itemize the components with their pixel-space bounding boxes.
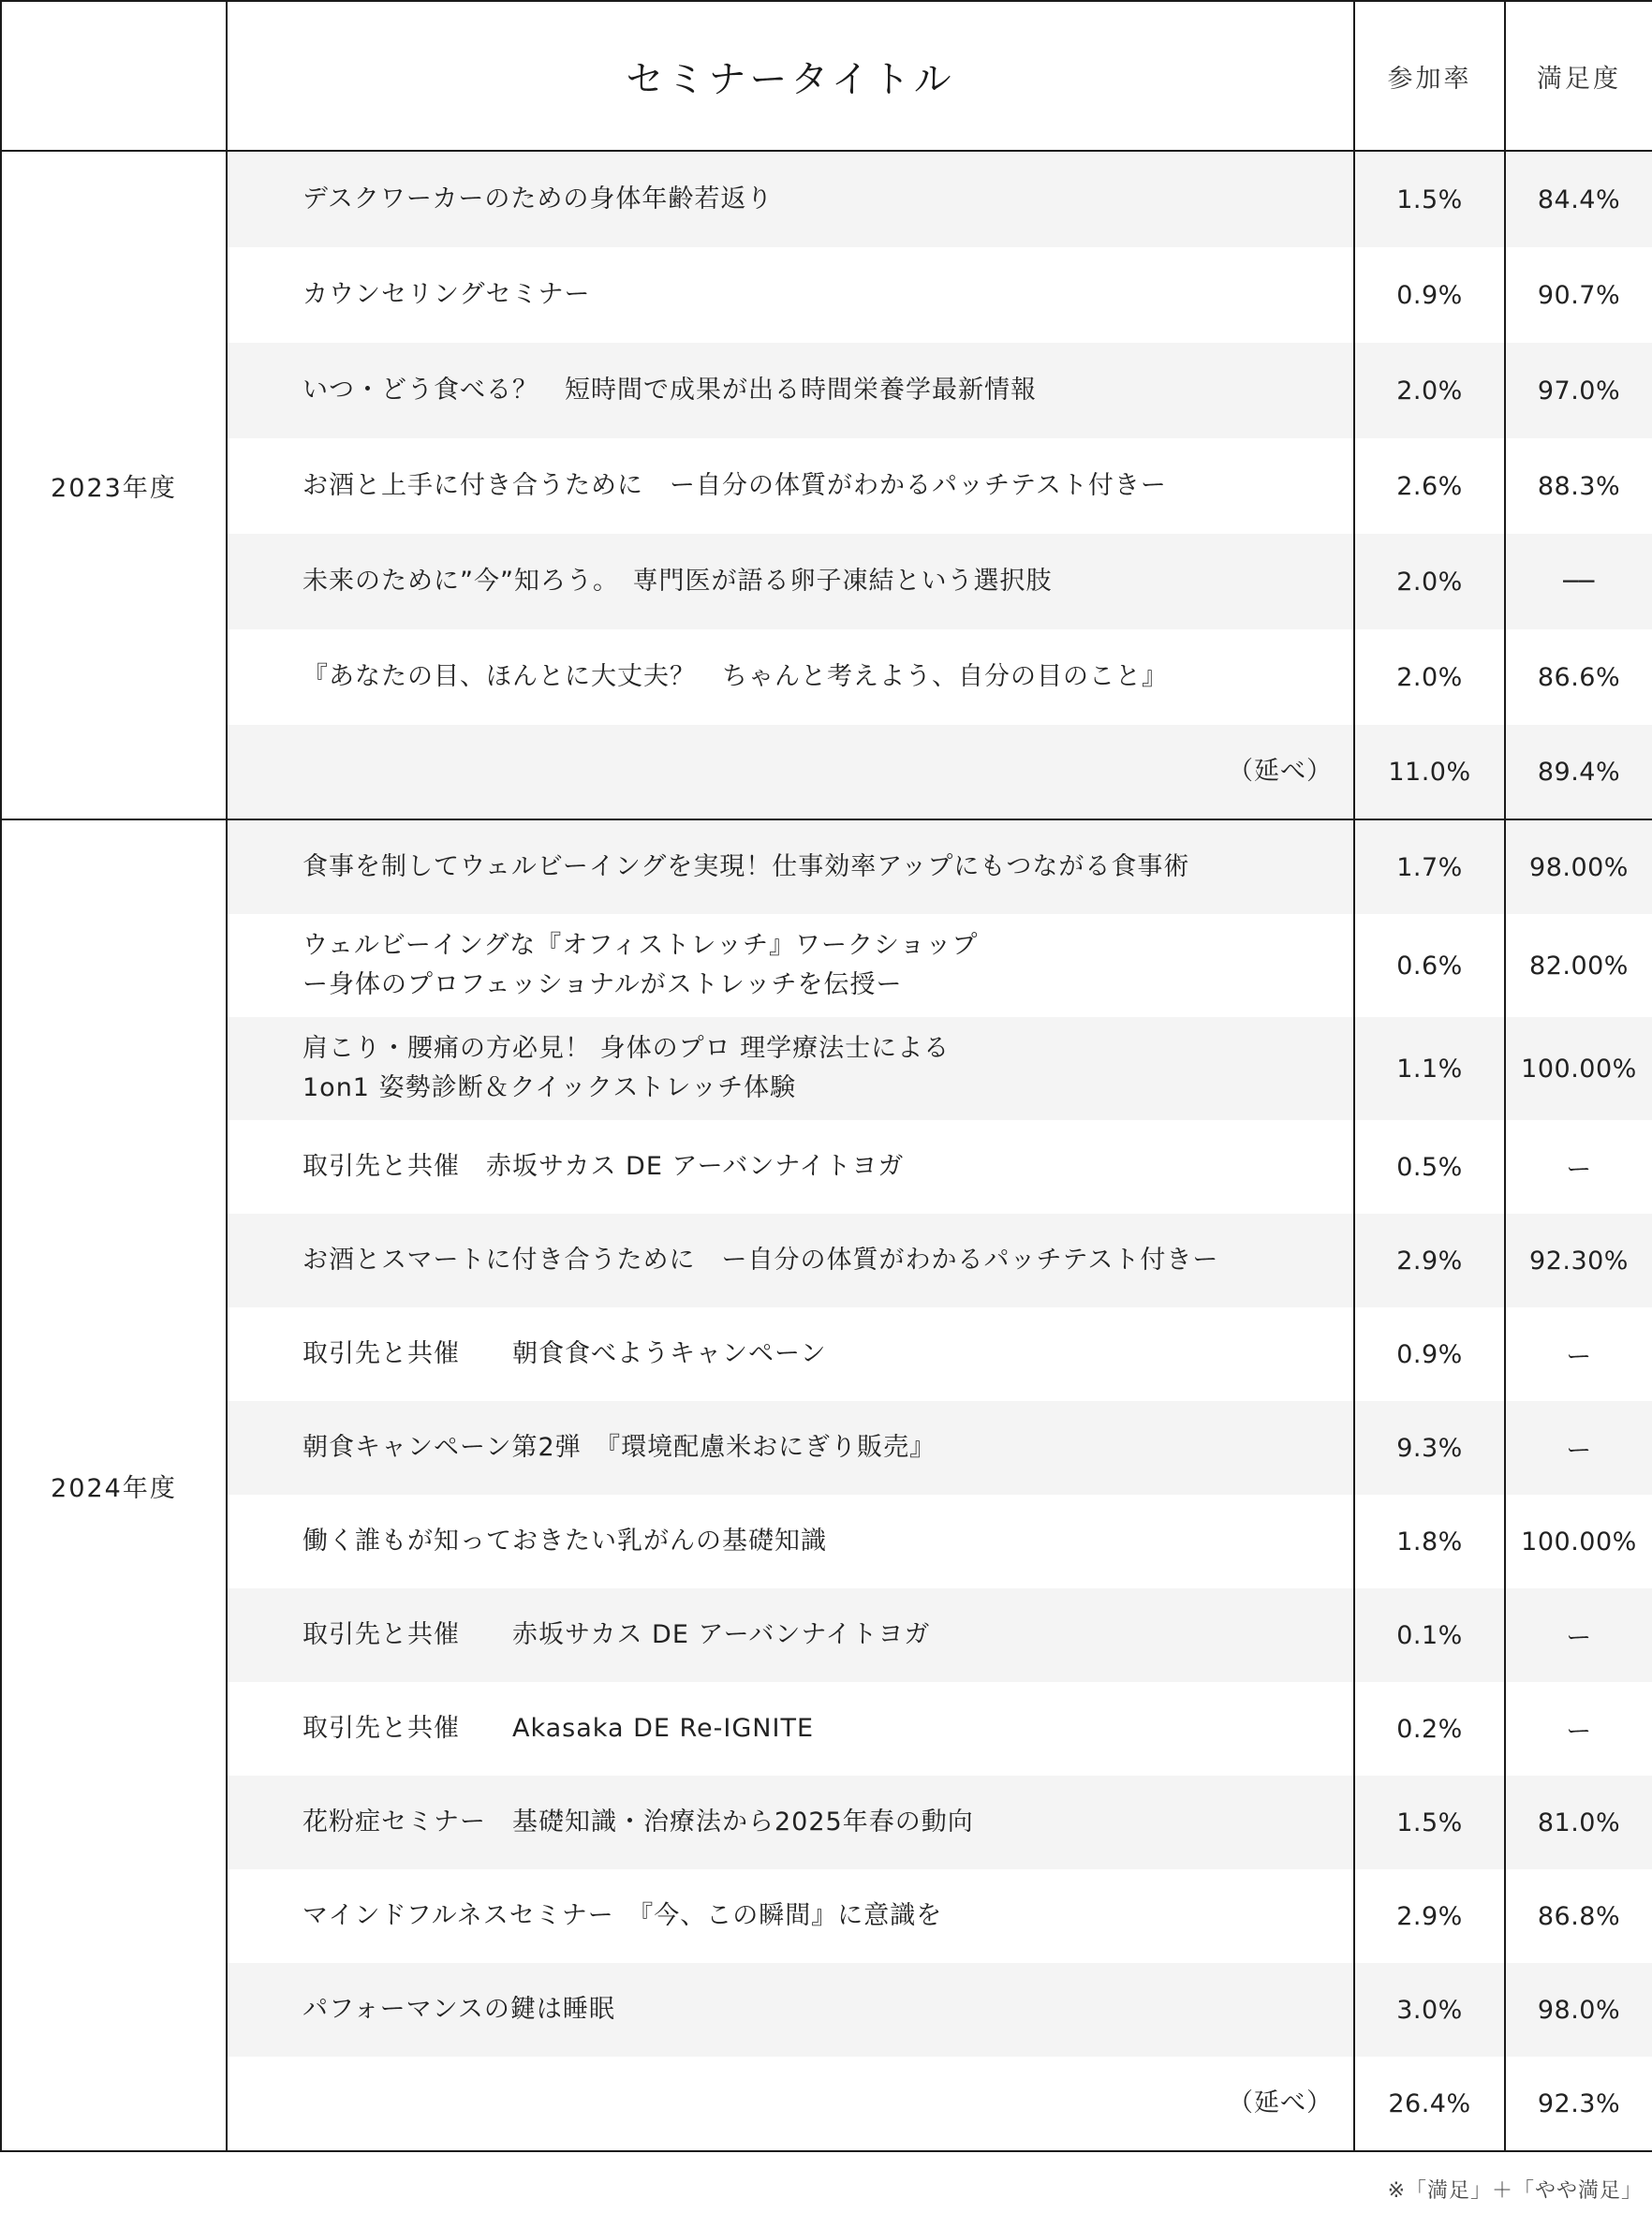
satisfaction-cell (1506, 152, 1652, 247)
participation-rate-value: 0.6% (1396, 951, 1463, 981)
header-satisfaction: 満足度 (1505, 1, 1652, 151)
participation-rate-cell (1355, 534, 1504, 629)
satisfaction-cell (1506, 820, 1652, 914)
seminar-title-cell (228, 1588, 1353, 1682)
satisfaction-value: 82.00% (1529, 951, 1629, 981)
seminar-title: お酒と上手に付き合うために ー自分の体質がわかるパッチテスト付きー (302, 471, 1167, 500)
total-label: （延べ） (1228, 2088, 1333, 2117)
participation-rate-cell (1355, 914, 1504, 1017)
participation-rate-cell (1355, 1401, 1504, 1495)
seminar-title: 食事を制してウェルビーイングを実現！仕事効率アップにもつながる食事術 (302, 852, 1190, 881)
participation-rate-cell (1355, 247, 1504, 343)
satisfaction-value: ー (1566, 1342, 1592, 1372)
participation-rate-cell (1355, 152, 1504, 247)
seminar-title-cell (228, 914, 1353, 1017)
seminar-title: 花粉症セミナー 基礎知識・治療法から2025年春の動向 (302, 1807, 974, 1837)
participation-rate-cell (1355, 1017, 1504, 1120)
seminar-title: カウンセリングセミナー (302, 280, 591, 309)
participation-rate-value: 11.0% (1388, 757, 1471, 787)
satisfaction-value: 97.0% (1537, 376, 1621, 406)
participation-rate-value: 9.3% (1396, 1433, 1463, 1463)
participation-rate-value: 3.0% (1396, 1995, 1463, 2025)
satisfaction-cell (1506, 2057, 1652, 2150)
participation-rate-cell (1355, 1682, 1504, 1776)
satisfaction-cell (1506, 1495, 1652, 1588)
seminar-title: いつ・どう食べる？ 短時間で成果が出る時間栄養学最新情報 (302, 376, 1037, 405)
satisfaction-cell (1506, 438, 1652, 534)
participation-rate-value: 0.5% (1396, 1152, 1463, 1182)
satisfaction-value: 98.00% (1529, 852, 1629, 882)
seminar-title: 取引先と共催 赤坂サカス DE アーバンナイトヨガ (302, 1152, 905, 1181)
satisfaction-cell (1506, 1963, 1652, 2057)
footnote: ※「満足」＋「やや満足」 (1387, 2179, 1643, 2203)
satisfaction-cell (1506, 1307, 1652, 1401)
seminar-title-cell (228, 534, 1353, 629)
seminar-title-cell (228, 1017, 1353, 1120)
satisfaction-cell (1506, 725, 1652, 819)
seminar-title: 肩こり・腰痛の方必見！ 身体のプロ 理学療法士による 1on1 姿勢診断＆クイックストレッチ体験 (302, 1034, 951, 1102)
seminar-title-cell (228, 1214, 1353, 1307)
seminar-title-cell (228, 1776, 1353, 1869)
total-row-label (228, 725, 1353, 819)
satisfaction-value: 100.00% (1521, 1527, 1637, 1557)
seminar-title-cell (228, 1963, 1353, 2057)
participation-rate-cell (1355, 1776, 1504, 1869)
participation-rate-value: 0.1% (1396, 1620, 1463, 1650)
satisfaction-value: ー (1566, 1717, 1592, 1747)
participation-rate-value: 0.9% (1396, 1339, 1463, 1369)
seminar-title: 取引先と共催 朝食食べようキャンペーン (302, 1339, 827, 1368)
participation-rate-value: 1.7% (1396, 852, 1463, 882)
seminar-title: 取引先と共催 赤坂サカス DE アーバンナイトヨガ (302, 1620, 931, 1649)
participation-rate-value: 1.5% (1396, 1807, 1463, 1837)
satisfaction-cell (1506, 343, 1652, 438)
seminar-title-cell (228, 1307, 1353, 1401)
participation-rate-value: 2.9% (1396, 1901, 1463, 1931)
seminar-title: デスクワーカーのための身体年齢若返り (302, 184, 774, 214)
participation-rate-cell (1355, 725, 1504, 819)
participation-rate-value: 2.0% (1396, 567, 1463, 597)
seminar-title-cell (228, 629, 1353, 725)
satisfaction-cell (1506, 629, 1652, 725)
satisfaction-value: 86.8% (1537, 1901, 1621, 1931)
title-column (227, 819, 1354, 2151)
participation-rate-value: 2.0% (1396, 376, 1463, 406)
satisfaction-cell (1506, 247, 1652, 343)
participation-rate-value: 26.4% (1388, 2088, 1471, 2118)
satisfaction-cell (1506, 1120, 1652, 1214)
table-header-row (1, 1, 1652, 151)
participation-rate-cell (1355, 1120, 1504, 1214)
seminar-title-cell (228, 1120, 1353, 1214)
participation-rate-value: 1.1% (1396, 1054, 1463, 1084)
participation-rate-cell (1355, 820, 1504, 914)
rate-column (1354, 151, 1505, 819)
participation-rate-cell (1355, 1214, 1504, 1307)
rate-column (1354, 819, 1505, 2151)
participation-rate-value: 2.6% (1396, 471, 1463, 501)
satisfaction-value: 81.0% (1537, 1807, 1621, 1837)
seminar-title: ウェルビーイングな『オフィストレッチ』ワークショップ ー身体のプロフェッショナルがストレッチを伝授ー (302, 931, 979, 999)
seminar-title: パフォーマンスの鍵は睡眠 (302, 1995, 615, 2024)
satisfaction-value: ー (1566, 1155, 1592, 1185)
seminar-title: 『あなたの目、ほんとに大丈夫？ ちゃんと考えよう、自分の目のこと』 (302, 662, 1168, 691)
satisfaction-cell (1506, 1214, 1652, 1307)
participation-rate-cell (1355, 438, 1504, 534)
satisfaction-cell (1506, 1017, 1652, 1120)
satisfaction-value: ── (1563, 567, 1595, 597)
satisfaction-cell (1506, 1401, 1652, 1495)
participation-rate-value: 1.5% (1396, 184, 1463, 214)
seminar-title: お酒とスマートに付き合うために ー自分の体質がわかるパッチテスト付きー (302, 1246, 1219, 1275)
seminar-title: 未来のために”今”知ろう。 専門医が語る卵子凍結という選択肢 (302, 567, 1053, 596)
participation-rate-value: 2.9% (1396, 1246, 1463, 1276)
satisfaction-cell (1506, 914, 1652, 1017)
header-seminar-title: セミナータイトル (227, 1, 1354, 151)
seminar-title-cell (228, 343, 1353, 438)
seminar-title: 朝食キャンペーン第2弾 『環境配慮米おにぎり販売』 (302, 1433, 937, 1462)
total-label: （延べ） (1228, 757, 1333, 786)
satisfaction-value: ー (1566, 1623, 1592, 1653)
satisfaction-value: 92.30% (1529, 1246, 1629, 1276)
participation-rate-cell (1355, 1495, 1504, 1588)
satisfaction-value: 84.4% (1537, 184, 1621, 214)
satisfaction-cell (1506, 1682, 1652, 1776)
satisfaction-cell (1506, 1869, 1652, 1963)
participation-rate-cell (1355, 1963, 1504, 2057)
seminar-title-cell (228, 152, 1353, 247)
seminar-title: 取引先と共催 Akasaka DE Re-IGNITE (302, 1714, 815, 1743)
total-row-label (228, 2057, 1353, 2150)
header-participation-rate: 参加率 (1354, 1, 1505, 151)
seminar-title-cell (228, 1495, 1353, 1588)
title-column (227, 151, 1354, 819)
seminar-title-cell (228, 1401, 1353, 1495)
participation-rate-cell (1355, 1307, 1504, 1401)
satisfaction-value: 100.00% (1521, 1054, 1637, 1084)
year-label: 2024年度 (1, 819, 227, 2151)
participation-rate-cell (1355, 343, 1504, 438)
participation-rate-value: 0.9% (1396, 280, 1463, 310)
seminar-title-cell (228, 820, 1353, 914)
participation-rate-value: 1.8% (1396, 1527, 1463, 1557)
satisfaction-cell (1506, 1588, 1652, 1682)
participation-rate-cell (1355, 1869, 1504, 1963)
satisfaction-value: 90.7% (1537, 280, 1621, 310)
participation-rate-value: 2.0% (1396, 662, 1463, 692)
participation-rate-cell (1355, 629, 1504, 725)
satisfaction-value: 86.6% (1537, 662, 1621, 692)
seminar-title-cell (228, 1682, 1353, 1776)
satisfaction-value: 98.0% (1537, 1995, 1621, 2025)
satisfaction-column (1505, 151, 1652, 819)
year-label: 2023年度 (1, 151, 227, 819)
satisfaction-value: 88.3% (1537, 471, 1621, 501)
satisfaction-value: ー (1566, 1436, 1592, 1466)
participation-rate-cell (1355, 2057, 1504, 2150)
satisfaction-value: 92.3% (1537, 2088, 1621, 2118)
header-empty-cell (1, 1, 227, 151)
year-group-2024 (1, 819, 1652, 2151)
year-group-2023 (1, 151, 1652, 819)
seminar-title: 働く誰もが知っておきたい乳がんの基礎知識 (302, 1527, 827, 1556)
satisfaction-value: 89.4% (1537, 757, 1621, 787)
seminar-title-cell (228, 438, 1353, 534)
seminar-title-cell (228, 247, 1353, 343)
participation-rate-value: 0.2% (1396, 1714, 1463, 1744)
participation-rate-cell (1355, 1588, 1504, 1682)
seminar-title-cell (228, 1869, 1353, 1963)
satisfaction-column (1505, 819, 1652, 2151)
satisfaction-cell (1506, 534, 1652, 629)
satisfaction-cell (1506, 1776, 1652, 1869)
seminar-title: マインドフルネスセミナー 『今、この瞬間』に意識を (302, 1901, 943, 1930)
